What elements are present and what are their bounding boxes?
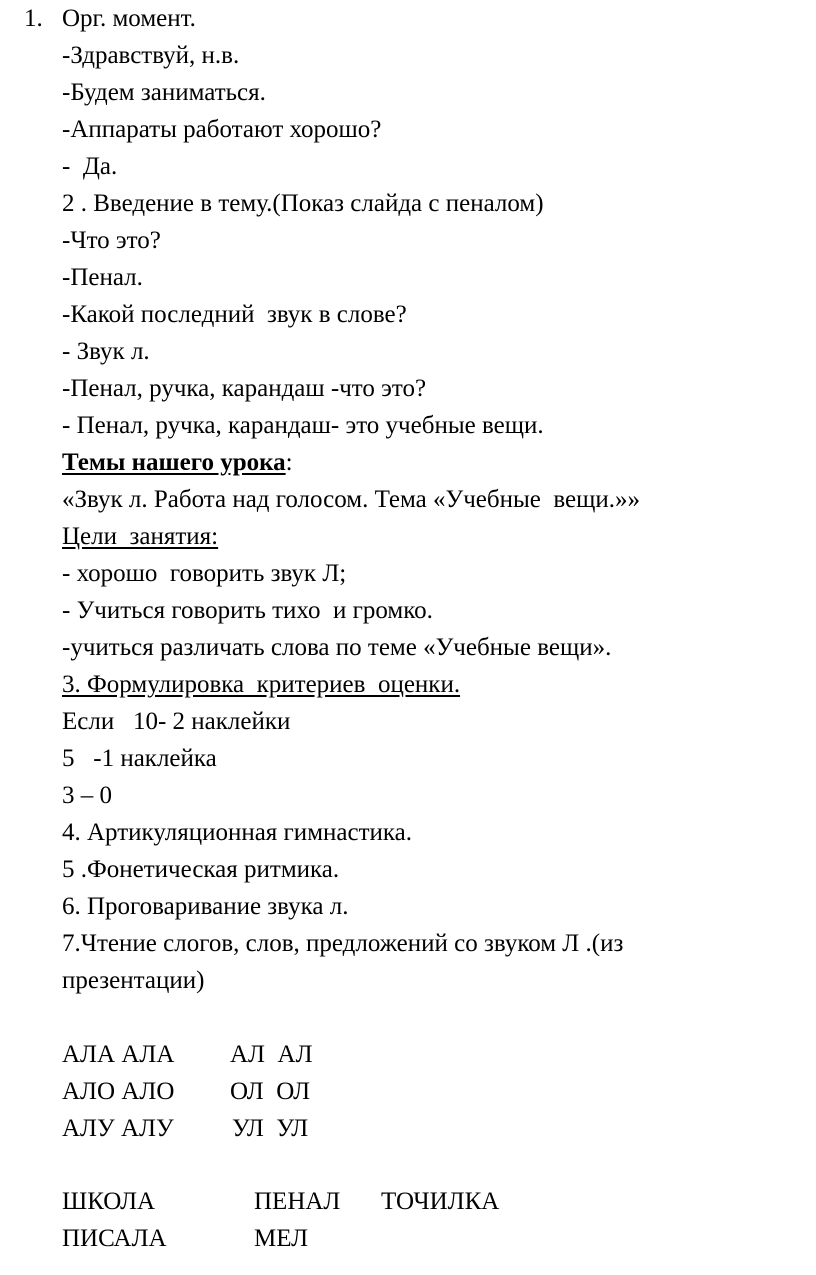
word-col3: ТОЧИЛКА: [381, 1188, 500, 1215]
criteria-item: 5 -1 наклейка: [62, 745, 217, 772]
list-number: 1.: [24, 5, 43, 32]
criteria-heading: 3. Формулировка критериев оценки.: [62, 671, 461, 698]
syllable-right: АЛ АЛ: [230, 1041, 313, 1068]
text-line: - Пенал, ручка, карандаш- это учебные вещи.: [62, 412, 544, 439]
topic-heading: Темы нашего урока: [62, 449, 286, 476]
syllable-right: УЛ УЛ: [232, 1115, 309, 1142]
text-line: -Пенал.: [62, 264, 143, 291]
text-line: -Что это?: [62, 227, 161, 254]
section-phonetic-rhythm: 5 .Фонетическая ритмика.: [62, 856, 340, 883]
text-line: -Будем заниматься.: [62, 79, 266, 106]
syllable-right: ОЛ ОЛ: [230, 1078, 311, 1105]
section-intro: 2 . Введение в тему.(Показ слайда с пеналом): [62, 190, 544, 217]
criteria-item: 3 – 0: [62, 782, 112, 809]
word-col2: ПЕНАЛ: [254, 1188, 341, 1215]
section-org-moment: Орг. момент.: [62, 5, 196, 32]
goal-item: - Учиться говорить тихо и громко.: [62, 597, 433, 624]
word-col2: МЕЛ: [254, 1225, 309, 1252]
goals-heading-line: [62, 522, 218, 552]
criteria-item: Если 10- 2 наклейки: [62, 708, 291, 735]
word-col1: ПИСАЛА: [62, 1225, 167, 1252]
section-reading-cont: презентации): [62, 967, 205, 994]
section-pronunciation: 6. Проговаривание звука л.: [62, 893, 349, 920]
text-line: -Какой последний звук в слове?: [62, 301, 407, 328]
topic-colon: :: [285, 449, 293, 476]
word-col1: ШКОЛА: [62, 1188, 156, 1215]
syllable-left: АЛУ АЛУ: [62, 1115, 174, 1142]
syllable-left: АЛА АЛА: [62, 1041, 175, 1068]
text-line: -Здравствуй, н.в.: [62, 42, 240, 69]
section-articulation: 4. Артикуляционная гимнастика.: [62, 819, 412, 846]
syllable-left: АЛО АЛО: [62, 1078, 175, 1105]
goal-item: - хорошо говорить звук Л;: [62, 560, 347, 587]
goals-heading: Цели занятия:: [62, 523, 219, 550]
text-line: -Пенал, ручка, карандаш -что это?: [62, 375, 427, 402]
text-line: - Звук л.: [62, 338, 150, 365]
text-line: - Да.: [62, 153, 118, 180]
criteria-heading-line: [62, 670, 460, 700]
goal-item: -учиться различать слова по теме «Учебные вещи».: [62, 634, 612, 661]
section-reading: 7.Чтение слогов, слов, предложений со звуком Л .(из: [62, 930, 624, 957]
topic-text: «Звук л. Работа над голосом. Тема «Учебные вещи.»»: [62, 486, 641, 513]
topic-heading-line: [62, 448, 293, 478]
text-line: -Аппараты работают хорошо?: [62, 116, 382, 143]
